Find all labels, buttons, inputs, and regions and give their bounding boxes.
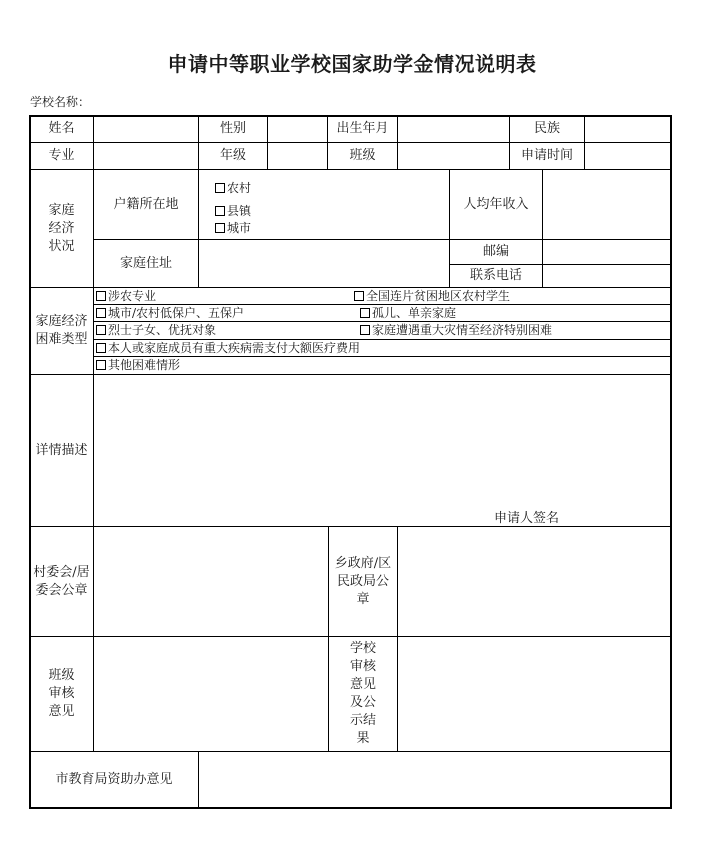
checkbox-icon [215, 206, 225, 216]
class-review-label: 班级 审核 意见 [48, 668, 75, 719]
village-committee-seal-field[interactable] [94, 527, 328, 636]
hukou-option-city[interactable]: 城市 [215, 221, 251, 235]
ethnicity-field[interactable] [585, 116, 670, 142]
family-economic-label: 家庭 经济 状况 [48, 202, 75, 254]
village-committee-seal-label: 村委会/居 委会公章 [33, 564, 90, 598]
hukou-label: 户籍所在地 [113, 196, 179, 212]
checkbox-icon [96, 325, 106, 335]
gender-field[interactable] [268, 116, 327, 142]
difficulty-option-low-income[interactable]: 城市/农村低保户、五保户 [96, 306, 244, 320]
school-review-label: 学校 审核 意见 及公 示结 果 [349, 641, 376, 746]
form-title: 申请中等职业学校国家助学金情况说明表 [167, 52, 537, 76]
difficulty-option-illness[interactable]: 本人或家庭成员有重大疾病需支付大额医疗费用 [96, 341, 360, 355]
apply-time-field[interactable] [585, 143, 670, 169]
details-label: 详情描述 [35, 442, 88, 458]
difficulty-option-poverty-area[interactable]: 全国连片贫困地区农村学生 [354, 289, 510, 303]
details-field[interactable] [94, 375, 670, 526]
checkbox-icon [96, 360, 106, 370]
gender-label: 性别 [219, 121, 246, 136]
income-label: 人均年收入 [463, 196, 529, 212]
phone-label: 联系电话 [469, 268, 522, 283]
name-label: 姓名 [48, 121, 75, 136]
birth-label: 出生年月 [336, 121, 389, 136]
checkbox-icon [96, 308, 106, 318]
postcode-field[interactable] [543, 240, 670, 264]
class-label: 班级 [349, 148, 376, 163]
class-field[interactable] [398, 143, 509, 169]
checkbox-icon [360, 325, 370, 335]
education-bureau-label: 市教育局资助办意见 [55, 771, 173, 787]
difficulty-option-other[interactable]: 其他困难情形 [96, 358, 180, 372]
major-label: 专业 [48, 148, 75, 163]
address-label: 家庭住址 [119, 255, 172, 271]
township-seal-field[interactable] [398, 527, 670, 636]
township-seal-label: 乡政府/区 民政局公 章 [334, 555, 392, 607]
birth-field[interactable] [398, 116, 509, 142]
checkbox-icon [96, 343, 106, 353]
checkbox-icon [354, 291, 364, 301]
checkbox-icon [215, 223, 225, 233]
difficulty-option-disaster[interactable]: 家庭遭遇重大灾情至经济特别困难 [360, 323, 552, 337]
checkbox-icon [215, 183, 225, 193]
applicant-signature-label: 申请人签名 [494, 511, 560, 526]
ethnicity-label: 民族 [533, 121, 560, 136]
education-bureau-field[interactable] [199, 752, 670, 807]
address-field[interactable] [199, 240, 449, 287]
hukou-option-town[interactable]: 县镇 [215, 204, 251, 218]
apply-time-label: 申请时间 [520, 148, 573, 163]
name-field[interactable] [94, 116, 198, 142]
difficulty-option-martyr[interactable]: 烈士子女、优抚对象 [96, 323, 216, 337]
major-field[interactable] [94, 143, 198, 169]
grade-label: 年级 [219, 148, 246, 163]
postcode-label: 邮编 [482, 244, 509, 259]
phone-field[interactable] [543, 265, 670, 287]
grade-field[interactable] [268, 143, 327, 169]
class-review-field[interactable] [94, 637, 328, 751]
school-name-label: 学校名称： [30, 95, 91, 109]
difficulty-option-orphan[interactable]: 孤儿、单亲家庭 [360, 306, 456, 320]
income-field[interactable] [543, 170, 670, 239]
hukou-option-rural[interactable]: 农村 [215, 181, 251, 195]
checkbox-icon [360, 308, 370, 318]
difficulty-type-label: 家庭经济 困难类型 [35, 314, 88, 347]
difficulty-option-agri-major[interactable]: 涉农专业 [96, 289, 156, 303]
school-review-field[interactable] [398, 637, 670, 751]
checkbox-icon [96, 291, 106, 301]
